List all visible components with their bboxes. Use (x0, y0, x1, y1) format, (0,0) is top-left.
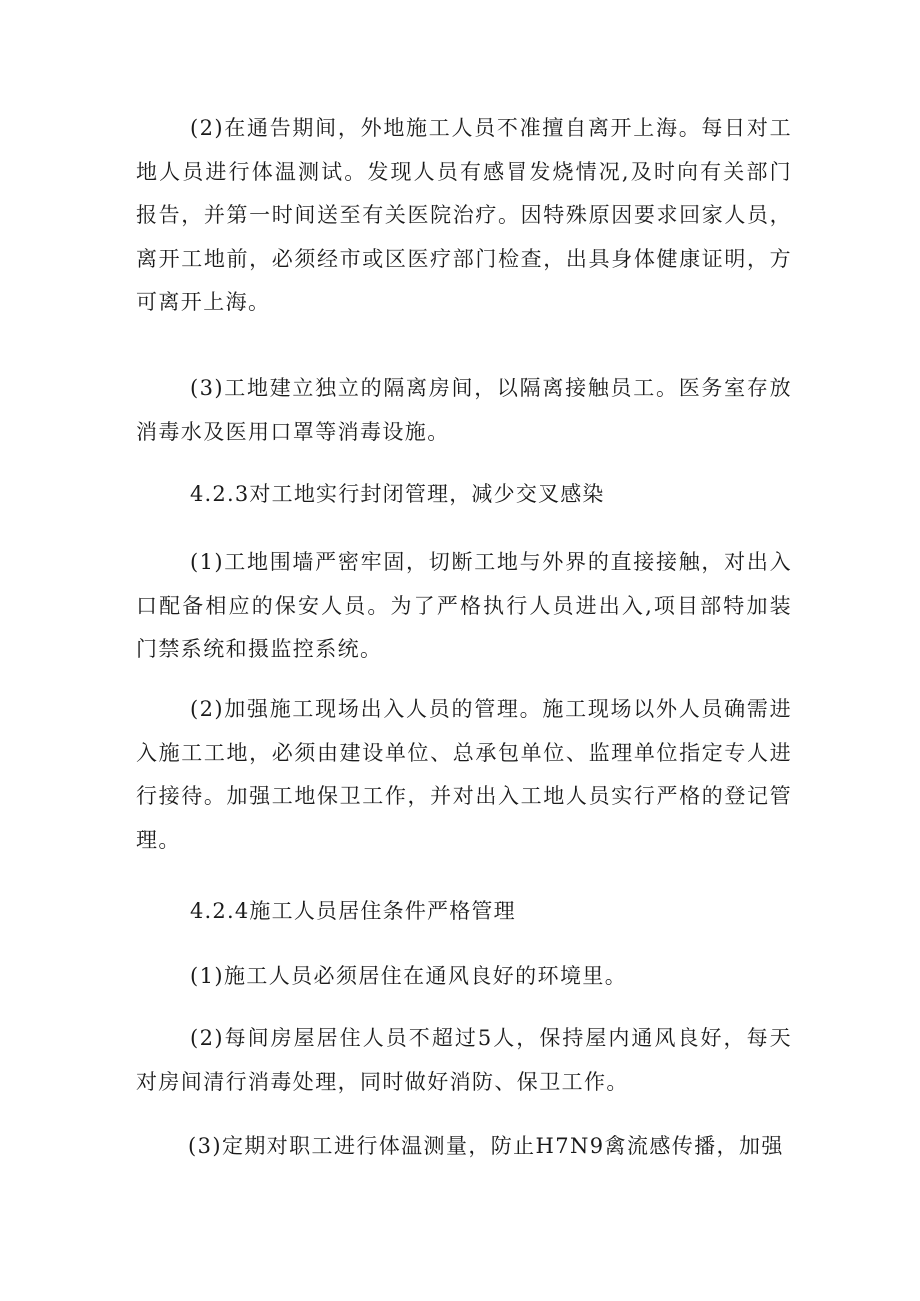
section-heading-4-2-4: 4.2.4施工人员居住条件严格管理 (190, 899, 516, 923)
section-heading-4-2-3: 4.2.3对工地实行封闭管理，减少交叉感染 (190, 482, 605, 506)
paragraph-temperature-check: (3)定期对职工进行体温测量，防止H7N9禽流感传播，加强 (188, 1134, 784, 1158)
paragraph-ventilation: (1)施工人员必须居住在通风良好的环境里。 (190, 964, 628, 988)
paragraph-site-access: (2)加强施工现场出入人员的管理。施工现场以外人员确需进入施工工地，必须由建设单位、总承包单位、监理单位指定专人进行接待。加强工地保卫工作，并对出入工地人员实行严格的登记管理。 (136, 697, 792, 852)
paragraph-notice-period: (2)在通告期间，外地施工人员不准擅自离开上海。每日对工地人员进行体温测试。发现人员有感冒发烧情况,及时向有关部门报告，并第一时间送至有关医院治疗。因特殊原因要求回家人员，离开工地前，必须经市或区医疗部门检查，出具身体健康证明，方可离开上海。 (136, 116, 792, 315)
paragraph-isolation-room: (3)工地建立独立的隔离房间，以隔离接触员工。医务室存放消毒水及医用口罩等消毒设施。 (136, 376, 792, 444)
paragraph-site-wall: (1)工地围墙严密牢固，切断工地与外界的直接接触，对出入口配备相应的保安人员。为了严格执行人员进出入,项目部特加装门禁系统和摄监控系统。 (136, 550, 792, 662)
paragraph-room-occupancy: (2)每间房屋居住人员不超过5人，保持屋内通风良好，每天对房间清行消毒处理，同时做好消防、保卫工作。 (136, 1026, 792, 1094)
